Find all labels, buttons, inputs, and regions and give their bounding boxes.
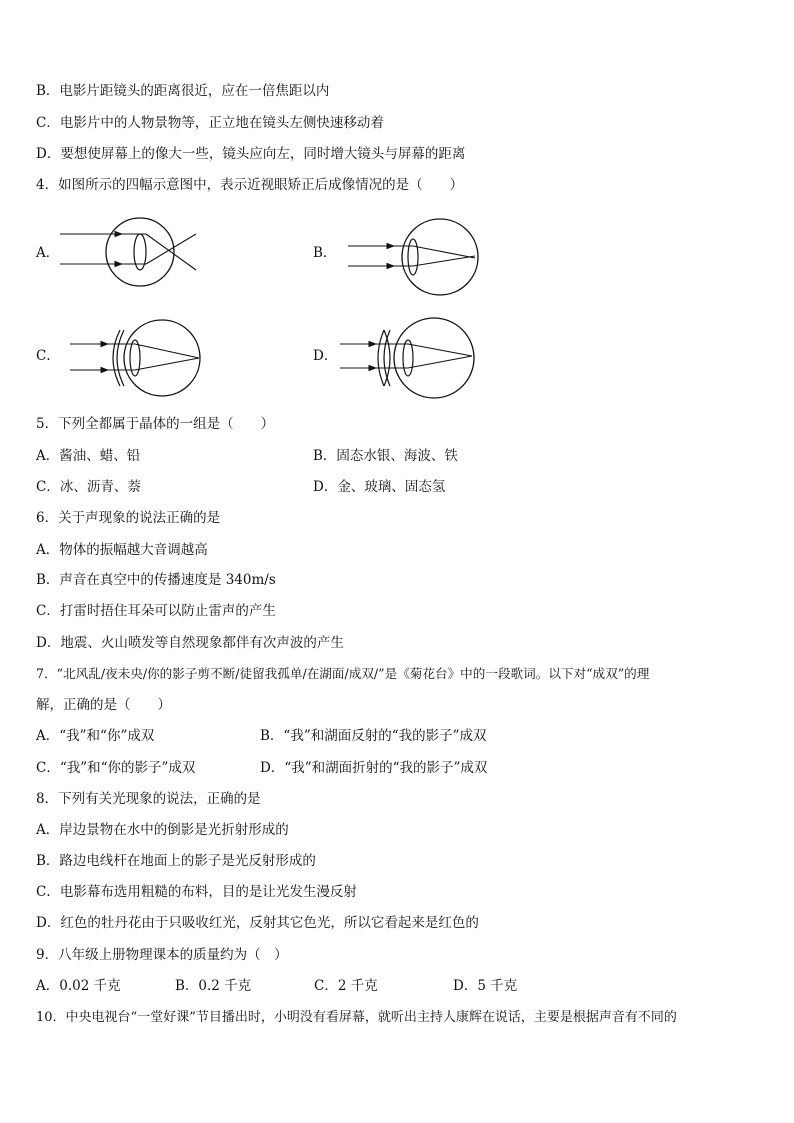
q5-option-c: C．冰、沥青、萘: [36, 479, 141, 495]
q6-option-d: D．地震、火山喷发等自然现象都伴有次声波的产生: [36, 635, 344, 651]
q5-option-b: B．固态水银、海波、铁: [313, 448, 458, 464]
q7-option-c: C．“我”和“你的影子”成双: [36, 760, 196, 776]
eye-diagram-b: [340, 212, 490, 302]
q8-option-b: B．路边电线杆在地面上的影子是光反射形成的: [36, 853, 316, 869]
q6-option-c: C．打雷时捂住耳朵可以防止雷声的产生: [36, 603, 276, 619]
q9-option-d: D．5 千克: [453, 978, 518, 994]
q5-option-a: A．酱油、蜡、铅: [36, 448, 141, 464]
q8-option-a: A．岸边景物在水中的倒影是光折射形成的: [36, 822, 289, 838]
q4-label-d: D．: [313, 348, 338, 364]
q9-stem: 9．八年级上册物理课本的质量约为（ ）: [36, 947, 288, 963]
q7-option-d: D．“我”和湖面折射的“我的影子”成双: [260, 760, 488, 776]
q3-option-b: B．电影片距镜头的距离很近，应在一倍焦距以内: [36, 83, 330, 99]
q7-stem-line1: 7．“北风乱/夜未央/你的影子剪不断/徒留我孤单/在湖面/成双/”是《菊花台》中的一段歌词。以下对“成双”的理: [36, 666, 650, 681]
q5-option-d: D．金、玻璃、固态氢: [313, 479, 446, 495]
q4-stem: 4．如图所示的四幅示意图中，表示近视眼矫正后成像情况的是（ ）: [36, 177, 464, 193]
q6-stem: 6．关于声现象的说法正确的是: [36, 510, 221, 526]
eye-diagram-c: [60, 312, 210, 404]
q8-option-c: C．电影幕布选用粗糙的布料，目的是让光发生漫反射: [36, 884, 357, 900]
q9-option-a: A．0.02 千克: [36, 978, 121, 994]
q8-option-d: D．红色的牡丹花由于只吸收红光，反射其它色光，所以它看起来是红色的: [36, 915, 479, 931]
q3-option-c: C．电影片中的人物景物等，正立地在镜头左侧快速移动着: [36, 115, 384, 131]
eye-diagram-a: [60, 212, 210, 302]
q3-option-d: D．要想使屏幕上的像大一些，镜头应向左，同时增大镜头与屏幕的距离: [36, 146, 466, 162]
q9-option-c: C．2 千克: [314, 978, 378, 994]
q5-stem: 5．下列全都属于晶体的一组是（ ）: [36, 416, 275, 432]
q7-stem-line2: 解，正确的是（ ）: [36, 697, 171, 713]
q4-label-a: A．: [36, 245, 60, 261]
eye-diagram-d: [340, 312, 490, 404]
q6-option-b: B．声音在真空中的传播速度是 340m/s: [36, 572, 276, 588]
q4-label-c: C．: [36, 348, 60, 364]
q10-stem: 10．中央电视台“一堂好课”节目播出时，小明没有看屏幕，就听出主持人康辉在说话，主要是根据声音有不同的: [36, 1010, 677, 1025]
q7-option-b: B．“我”和湖面反射的“我的影子”成双: [260, 728, 487, 744]
q6-option-a: A．物体的振幅越大音调越高: [36, 542, 208, 558]
q4-label-b: B．: [313, 245, 337, 261]
q9-option-b: B．0.2 千克: [175, 978, 252, 994]
q7-option-a: A．“我”和“你”成双: [36, 728, 155, 744]
q8-stem: 8．下列有关光现象的说法，正确的是: [36, 791, 261, 807]
